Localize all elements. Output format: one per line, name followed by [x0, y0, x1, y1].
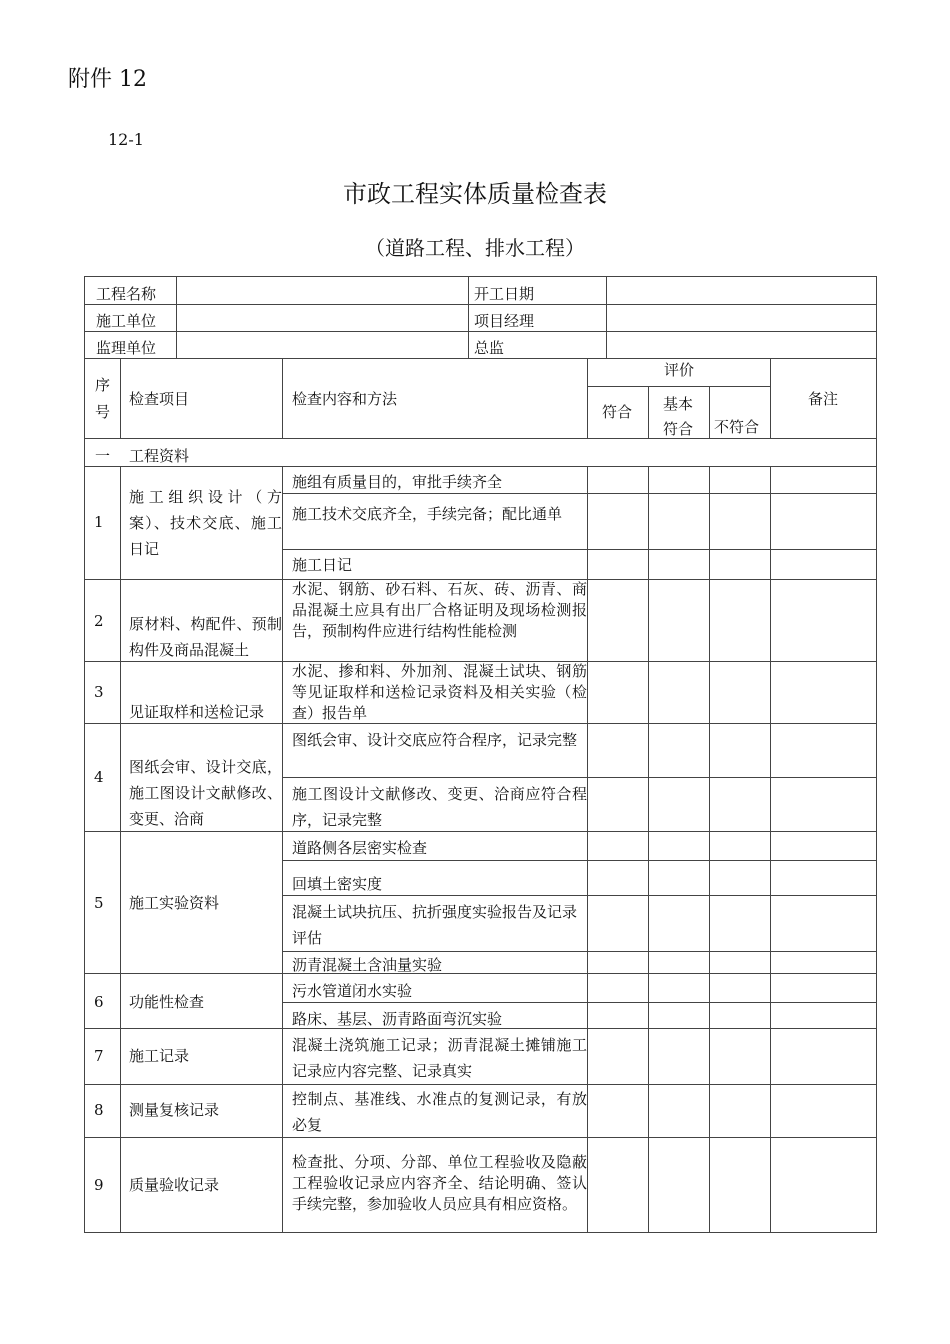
- row-check-item: 质量验收记录: [129, 1176, 220, 1194]
- row-check-item: 施工记录: [129, 1047, 190, 1065]
- start-date-label: 开工日期: [474, 285, 535, 303]
- col-compliant: 符合: [602, 403, 633, 421]
- row-check-content: 图纸会审、设计交底应符合程序，记录完整: [292, 731, 578, 749]
- row-check-content: 水泥、掺和料、外加剂、混凝土试块、钢筋等见证取样和送检记录资料及相关实验（检查）报告单: [292, 662, 587, 722]
- section-number: 一: [95, 447, 111, 465]
- row-number: 6: [94, 993, 104, 1011]
- inspection-table: [84, 276, 877, 1233]
- section-name: 工程资料: [129, 447, 190, 465]
- col-seq-2: 号: [95, 403, 111, 421]
- col-evaluation: 评价: [663, 361, 694, 379]
- supervisor-label: 监理单位: [96, 339, 157, 357]
- row-check-content: 控制点、基准线、水准点的复测记录，有放必复: [292, 1090, 587, 1134]
- col-check-item: 检查项目: [129, 390, 190, 408]
- row-check-content: 污水管道闭水实验: [292, 982, 413, 1000]
- row-number: 9: [94, 1176, 104, 1194]
- page-title: 市政工程实体质量检查表: [343, 180, 607, 208]
- row-check-item: 施工实验资料: [129, 894, 220, 912]
- row-number: 4: [94, 768, 104, 786]
- row-check-item: 原材料、构配件、预制构件及商品混凝土: [129, 615, 282, 659]
- contractor-label: 施工单位: [96, 312, 157, 330]
- col-seq-1: 序: [95, 376, 111, 394]
- row-check-content: 沥青混凝土含油量实验: [292, 956, 443, 974]
- col-non-compliant: 不符合: [714, 418, 760, 436]
- row-check-content: 施组有质量目的，审批手续齐全: [292, 473, 503, 491]
- row-number: 7: [94, 1047, 104, 1065]
- row-number: 1: [94, 513, 104, 531]
- chief-supervisor-label: 总监: [474, 339, 505, 357]
- row-check-content: 混凝土试块抗压、抗折强度实验报告及记录评估: [292, 903, 578, 947]
- project-name-label: 工程名称: [96, 285, 157, 303]
- row-check-content: 施工图设计文献修改、变更、洽商应符合程序，记录完整: [292, 785, 587, 829]
- row-check-content: 水泥、钢筋、砂石料、石灰、砖、沥青、商品混凝土应具有出厂合格证明及现场检测报告，预制构件应进行结构性能检测: [292, 580, 587, 640]
- row-check-item: 见证取样和送检记录: [129, 703, 265, 721]
- row-number: 2: [94, 612, 104, 630]
- row-check-content: 路床、基层、沥青路面弯沉实验: [292, 1010, 503, 1028]
- form-code: 12-1: [108, 130, 144, 149]
- col-basic-2: 符合: [663, 420, 694, 438]
- col-basic-1: 基本: [663, 395, 694, 413]
- row-number: 8: [94, 1101, 104, 1119]
- col-check-content: 检查内容和方法: [292, 390, 398, 408]
- row-check-item: 测量复核记录: [129, 1101, 220, 1119]
- row-check-content: 施工技术交底齐全，手续完备；配比通单: [292, 505, 563, 523]
- row-check-content: 施工日记: [292, 556, 353, 574]
- row-number: 5: [94, 894, 104, 912]
- row-check-content: 混凝土浇筑施工记录；沥青混凝土摊铺施工记录应内容完整、记录真实: [292, 1036, 587, 1080]
- project-manager-label: 项目经理: [474, 312, 535, 330]
- row-check-content: 检查批、分项、分部、单位工程验收及隐蔽工程验收记录应内容齐全、结论明确、签认手续完整，参加验收人员应具有相应资格。: [292, 1153, 587, 1213]
- row-check-content: 道路侧各层密实检查: [292, 839, 428, 857]
- row-check-item: 图纸会审、设计交底，施工图设计文献修改、变更、洽商: [129, 758, 282, 828]
- attachment-label: 附件 12: [68, 67, 147, 92]
- col-remark: 备注: [808, 390, 839, 408]
- row-check-item: 功能性检查: [129, 993, 205, 1011]
- page-subtitle: （道路工程、排水工程）: [365, 236, 585, 260]
- row-check-item: 施工组织设计（方案）、技术交底、施工日记: [129, 488, 282, 558]
- row-check-content: 回填土密实度: [292, 875, 383, 893]
- row-number: 3: [94, 683, 104, 701]
